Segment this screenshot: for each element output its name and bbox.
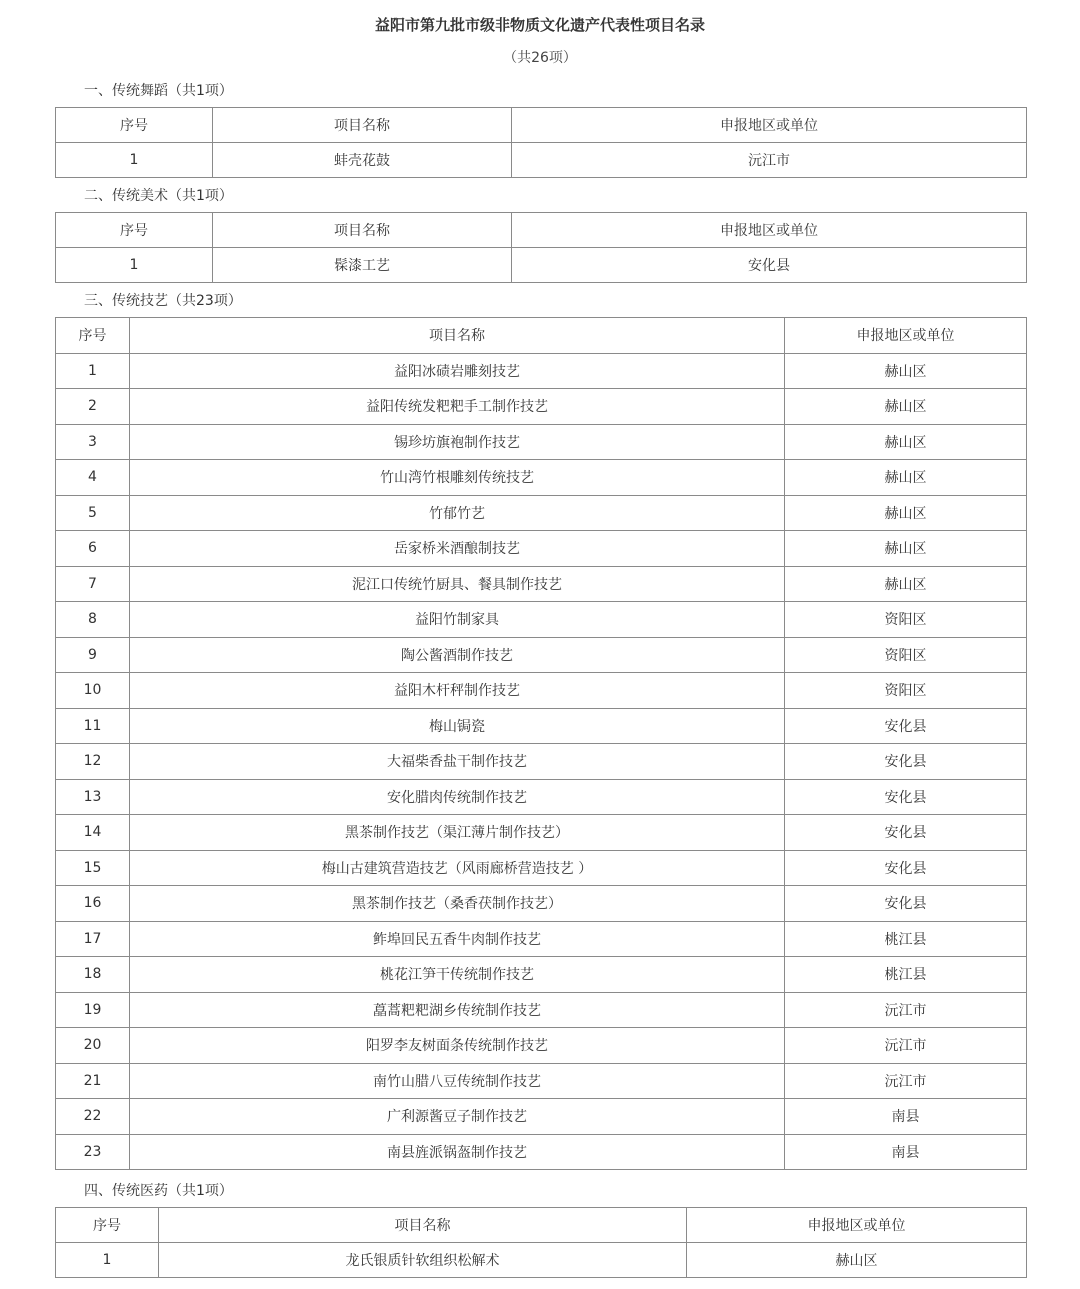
column-header-region: 申报地区或单位 (512, 213, 1027, 248)
cell-region: 安化县 (785, 815, 1027, 851)
table-traditional-craft (55, 317, 1027, 1170)
cell-index: 19 (56, 992, 130, 1028)
cell-index: 1 (56, 143, 213, 178)
cell-project-name: 梅山锔瓷 (130, 708, 785, 744)
column-header-index: 序号 (56, 108, 213, 143)
cell-region: 桃江县 (785, 957, 1027, 993)
table-row (56, 957, 1027, 993)
cell-index: 9 (56, 637, 130, 673)
cell-index: 8 (56, 602, 130, 638)
cell-project-name: 广利源酱豆子制作技艺 (130, 1099, 785, 1135)
section-heading-medicine: 四、传统医药（共1项） (84, 1183, 233, 1199)
cell-project-name: 益阳传统发粑粑手工制作技艺 (130, 389, 785, 425)
column-header-project: 项目名称 (213, 108, 512, 143)
cell-region: 南县 (785, 1099, 1027, 1135)
cell-region: 安化县 (512, 248, 1027, 283)
cell-region: 赫山区 (785, 389, 1027, 425)
cell-index: 16 (56, 886, 130, 922)
column-header-index: 序号 (56, 213, 213, 248)
table-row (56, 602, 1027, 638)
document-title: 益阳市第九批市级非物质文化遗产代表性项目名录 (374, 16, 705, 34)
cell-region: 沅江市 (785, 1028, 1027, 1064)
column-header-index: 序号 (56, 318, 130, 354)
cell-region: 安化县 (785, 886, 1027, 922)
table-row (56, 1243, 1027, 1278)
cell-project-name: 大福柴香盐干制作技艺 (130, 744, 785, 780)
table-row (56, 992, 1027, 1028)
cell-index: 22 (56, 1099, 130, 1135)
cell-project-name: 藠蒿粑粑湖乡传统制作技艺 (130, 992, 785, 1028)
table-header-row (56, 1208, 1027, 1243)
section-heading-art: 二、传统美术（共1项） (84, 188, 233, 204)
cell-region: 资阳区 (785, 637, 1027, 673)
table-row (56, 1099, 1027, 1135)
cell-region: 沅江市 (785, 992, 1027, 1028)
cell-region: 赫山区 (785, 495, 1027, 531)
cell-region: 赫山区 (785, 531, 1027, 567)
table-row (56, 353, 1027, 389)
document-subtitle: （共26项） (503, 50, 577, 66)
table-traditional-dance (55, 107, 1027, 178)
table-header-row (56, 318, 1027, 354)
table-traditional-medicine (55, 1207, 1027, 1278)
cell-index: 11 (56, 708, 130, 744)
cell-index: 7 (56, 566, 130, 602)
table-row (56, 460, 1027, 496)
cell-project-name: 益阳冰碛岩雕刻技艺 (130, 353, 785, 389)
table-header-row (56, 213, 1027, 248)
cell-project-name: 锡珍坊旗袍制作技艺 (130, 424, 785, 460)
cell-index: 21 (56, 1063, 130, 1099)
table-row (56, 744, 1027, 780)
table-row (56, 850, 1027, 886)
cell-region: 安化县 (785, 744, 1027, 780)
cell-project-name: 陶公酱酒制作技艺 (130, 637, 785, 673)
table-row (56, 424, 1027, 460)
table-row (56, 389, 1027, 425)
table-row (56, 248, 1027, 283)
section-heading-craft: 三、传统技艺（共23项） (84, 293, 242, 309)
cell-project-name: 益阳竹制家具 (130, 602, 785, 638)
column-header-region: 申报地区或单位 (687, 1208, 1027, 1243)
cell-region: 资阳区 (785, 673, 1027, 709)
column-header-project: 项目名称 (130, 318, 785, 354)
table-row (56, 566, 1027, 602)
table-row (56, 1063, 1027, 1099)
cell-region: 沅江市 (785, 1063, 1027, 1099)
cell-region: 赫山区 (785, 460, 1027, 496)
cell-index: 10 (56, 673, 130, 709)
cell-project-name: 黑茶制作技艺（桑香茯制作技艺） (130, 886, 785, 922)
cell-project-name: 安化腊肉传统制作技艺 (130, 779, 785, 815)
cell-index: 5 (56, 495, 130, 531)
cell-project-name: 竹郁竹艺 (130, 495, 785, 531)
table-row (56, 708, 1027, 744)
cell-region: 赫山区 (785, 424, 1027, 460)
cell-project-name: 南县旌派锅盔制作技艺 (130, 1134, 785, 1170)
cell-project-name: 岳家桥米酒酿制技艺 (130, 531, 785, 567)
cell-region: 安化县 (785, 779, 1027, 815)
cell-region: 安化县 (785, 850, 1027, 886)
cell-region: 资阳区 (785, 602, 1027, 638)
column-header-project: 项目名称 (213, 213, 512, 248)
cell-region: 沅江市 (512, 143, 1027, 178)
cell-project-name: 阳罗李友树面条传统制作技艺 (130, 1028, 785, 1064)
cell-project-name: 鲊埠回民五香牛肉制作技艺 (130, 921, 785, 957)
cell-project-name: 桃花江笋干传统制作技艺 (130, 957, 785, 993)
table-row (56, 815, 1027, 851)
table-row (56, 886, 1027, 922)
cell-index: 1 (56, 1243, 159, 1278)
cell-region: 赫山区 (785, 353, 1027, 389)
cell-project-name: 蚌壳花鼓 (213, 143, 512, 178)
cell-index: 18 (56, 957, 130, 993)
cell-region: 南县 (785, 1134, 1027, 1170)
column-header-project: 项目名称 (159, 1208, 687, 1243)
table-traditional-art (55, 212, 1027, 283)
table-row (56, 1134, 1027, 1170)
cell-project-name: 梅山古建筑营造技艺（风雨廊桥营造技艺 ） (130, 850, 785, 886)
table-row (56, 143, 1027, 178)
cell-project-name: 龙氏银质针软组织松解术 (159, 1243, 687, 1278)
table-header-row (56, 108, 1027, 143)
cell-index: 2 (56, 389, 130, 425)
table-row (56, 495, 1027, 531)
cell-index: 6 (56, 531, 130, 567)
cell-index: 3 (56, 424, 130, 460)
cell-project-name: 竹山湾竹根雕刻传统技艺 (130, 460, 785, 496)
section-heading-dance: 一、传统舞蹈（共1项） (84, 83, 233, 99)
cell-index: 1 (56, 353, 130, 389)
cell-region: 桃江县 (785, 921, 1027, 957)
table-row (56, 673, 1027, 709)
cell-index: 17 (56, 921, 130, 957)
cell-index: 20 (56, 1028, 130, 1064)
cell-region: 安化县 (785, 708, 1027, 744)
cell-project-name: 黑茶制作技艺（渠江薄片制作技艺） (130, 815, 785, 851)
cell-project-name: 益阳木杆秤制作技艺 (130, 673, 785, 709)
table-row (56, 779, 1027, 815)
table-row (56, 637, 1027, 673)
cell-index: 4 (56, 460, 130, 496)
table-row (56, 531, 1027, 567)
cell-project-name: 泥江口传统竹厨具、餐具制作技艺 (130, 566, 785, 602)
cell-region: 赫山区 (687, 1243, 1027, 1278)
cell-index: 14 (56, 815, 130, 851)
column-header-region: 申报地区或单位 (785, 318, 1027, 354)
cell-index: 23 (56, 1134, 130, 1170)
column-header-region: 申报地区或单位 (512, 108, 1027, 143)
column-header-index: 序号 (56, 1208, 159, 1243)
cell-index: 1 (56, 248, 213, 283)
table-row (56, 1028, 1027, 1064)
cell-project-name: 髹漆工艺 (213, 248, 512, 283)
cell-index: 13 (56, 779, 130, 815)
cell-region: 赫山区 (785, 566, 1027, 602)
cell-index: 12 (56, 744, 130, 780)
table-row (56, 921, 1027, 957)
cell-index: 15 (56, 850, 130, 886)
cell-project-name: 南竹山腊八豆传统制作技艺 (130, 1063, 785, 1099)
